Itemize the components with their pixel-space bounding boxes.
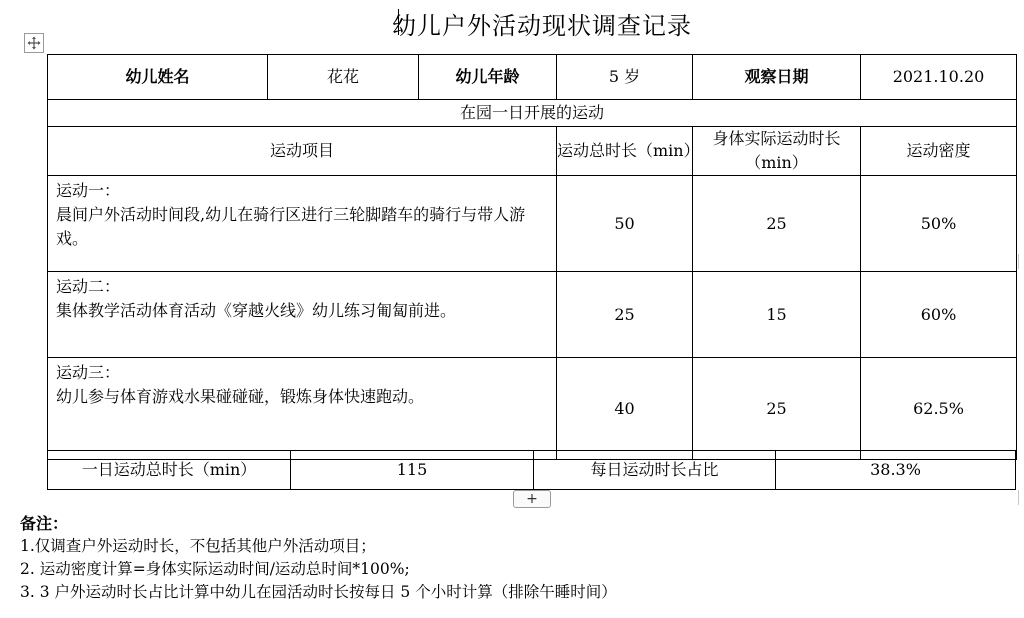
activity-density[interactable]: 62.5%	[861, 358, 1017, 460]
child-age-label: 幼儿年龄	[419, 55, 557, 100]
observation-date-value[interactable]: 2021.10.20	[861, 55, 1017, 100]
activity-actual-duration[interactable]: 25	[693, 176, 861, 272]
summary-table	[47, 450, 1016, 490]
activity-description: 集体教学活动体育活动《穿越火线》幼儿练习匍匐前进。	[56, 301, 457, 320]
observation-date-label: 观察日期	[693, 55, 861, 100]
activity-description: 幼儿参与体育游戏水果碰碰碰，锻炼身体快速跑动。	[56, 387, 425, 406]
activity-total-duration[interactable]: 40	[557, 358, 693, 460]
add-row-button[interactable]: +	[513, 490, 551, 508]
activity-total-duration[interactable]: 50	[557, 176, 693, 272]
activity-cell[interactable]	[48, 176, 557, 272]
activity-title: 运动二：	[56, 277, 121, 296]
note-item: 2. 运动密度计算=身体实际运动时间/运动总时间*100%;	[20, 560, 410, 578]
page-edge-marker	[1018, 490, 1019, 505]
info-row	[48, 55, 1017, 100]
child-age-value[interactable]: 5 岁	[557, 55, 693, 100]
header-activity-item: 运动项目	[48, 127, 557, 176]
table-row	[48, 358, 1017, 460]
child-name-value[interactable]: 花花	[268, 55, 419, 100]
section-title: 在园一日开展的运动	[48, 100, 1017, 127]
total-duration-label: 一日运动总时长（min）	[48, 451, 291, 490]
table-row	[48, 176, 1017, 272]
move-arrows-icon	[27, 36, 41, 50]
record-table	[47, 54, 1017, 460]
header-density: 运动密度	[861, 127, 1017, 176]
activity-actual-duration[interactable]: 25	[693, 358, 861, 460]
table-move-handle[interactable]	[24, 33, 44, 53]
activity-density[interactable]: 50%	[861, 176, 1017, 272]
note-item: 3. 3 户外运动时长占比计算中幼儿在园活动时长按每日 5 个小时计算（排除午睡时间）	[20, 583, 617, 601]
activity-cell[interactable]	[48, 272, 557, 358]
notes-heading: 备注：	[20, 514, 69, 533]
summary-row	[48, 451, 1016, 490]
activity-title: 运动一：	[56, 181, 121, 200]
table-row	[48, 272, 1017, 358]
header-actual-duration: 身体实际运动时长（min）	[693, 127, 861, 176]
daily-ratio-label: 每日运动时长占比	[534, 451, 776, 490]
page-edge-marker	[1018, 254, 1019, 269]
daily-ratio-value[interactable]: 38.3%	[776, 451, 1016, 490]
document-title: 幼儿户外活动现状调查记录	[392, 12, 692, 40]
header-total-duration: 运动总时长（min）	[557, 127, 693, 176]
activity-cell[interactable]	[48, 358, 557, 460]
activity-density[interactable]: 60%	[861, 272, 1017, 358]
header-row	[48, 127, 1017, 176]
activity-description: 晨间户外活动时间段,幼儿在骑行区进行三轮脚踏车的骑行与带人游戏。	[56, 205, 526, 248]
total-duration-value[interactable]: 115	[291, 451, 534, 490]
notes-section	[20, 512, 1000, 604]
activity-title: 运动三：	[56, 363, 121, 382]
child-name-label: 幼儿姓名	[48, 55, 268, 100]
activity-actual-duration[interactable]: 15	[693, 272, 861, 358]
note-item: 1.仅调查户外运动时长，不包括其他户外活动项目；	[20, 537, 376, 555]
activity-total-duration[interactable]: 25	[557, 272, 693, 358]
